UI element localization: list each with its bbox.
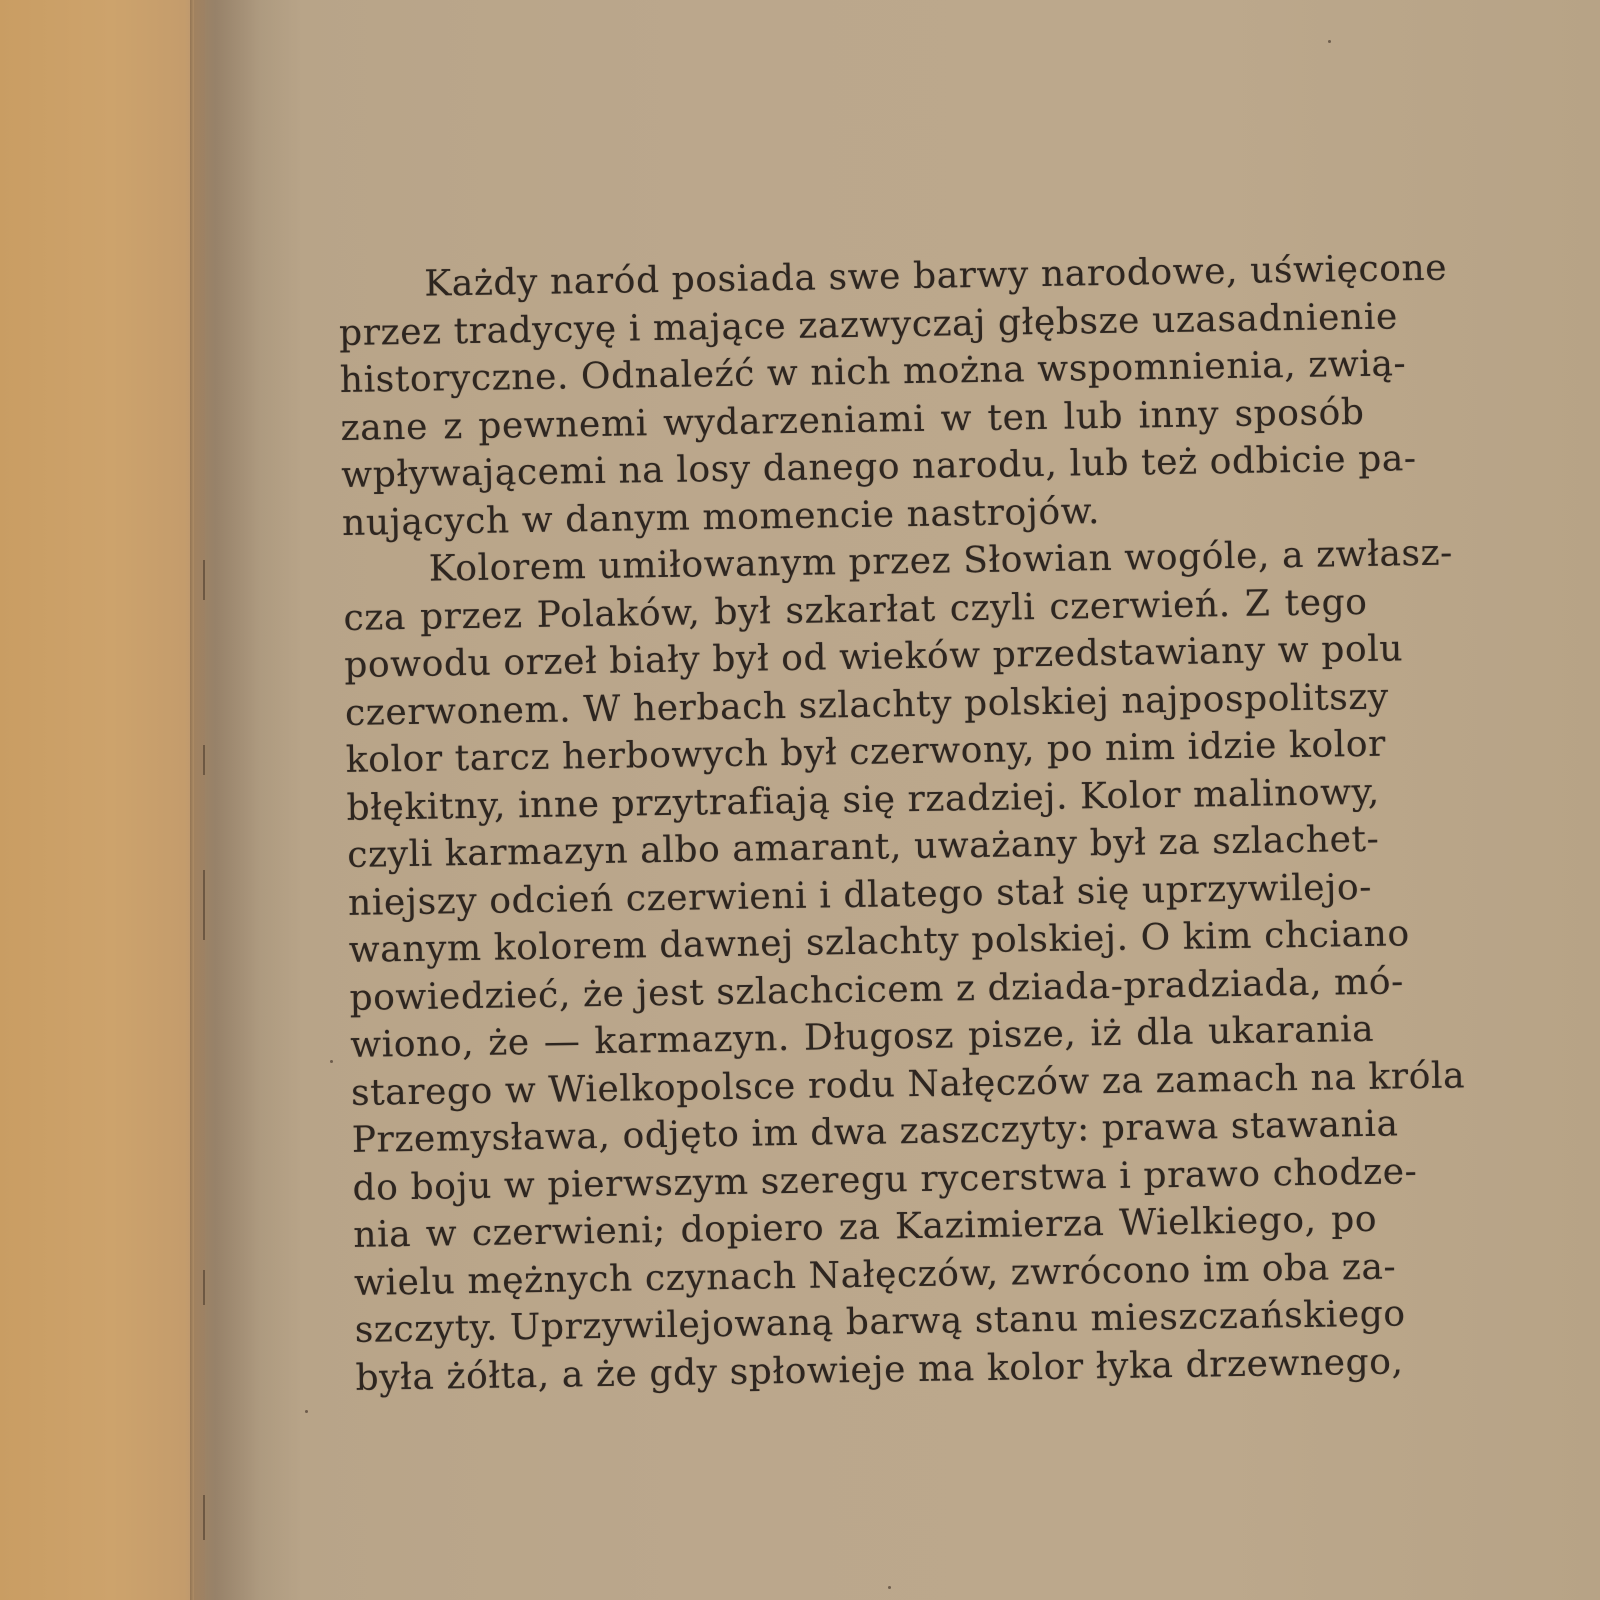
text-line: niejszy odcień czerwieni i dlatego stał się uprzywilejo- — [347, 866, 1373, 924]
margin-mark — [203, 1270, 205, 1305]
text-line: Kolorem umiłowanym przez Słowian wogóle, a zwłasz- — [428, 532, 1454, 590]
paper-speck — [305, 1410, 308, 1413]
body-text — [338, 246, 1466, 1402]
text-line: błękitny, inne przytrafiają się rzadziej. Kolor malinowy, — [346, 771, 1381, 829]
text-line: przez tradycyę i mające zazwyczaj głębsze uzasadnienie — [338, 295, 1399, 354]
text-line: kolor tarcz herbowych był czerwony, po nim idzie kolor — [345, 723, 1387, 781]
text-line: starego w Wielkopolsce rodu Nałęczów za zamach na króla — [350, 1054, 1466, 1114]
margin-mark — [203, 560, 205, 600]
text-line: czyli karmazyn albo amarant, uważany był za szlachet- — [347, 818, 1380, 876]
text-line: czerwonem. W herbach szlachty polskiej najpospolitszy — [344, 676, 1390, 734]
paper-speck — [888, 1586, 891, 1589]
margin-mark — [203, 745, 205, 775]
text-line: wanym kolorem dawnej szlachty polskiej. O kim chciano — [348, 913, 1410, 971]
margin-mark — [203, 870, 205, 940]
margin-mark — [203, 1495, 205, 1540]
paper-speck — [1328, 40, 1331, 43]
paper-speck — [330, 1060, 333, 1063]
text-line: historyczne. Odnaleźć w nich można wspomnienia, zwią- — [339, 343, 1407, 401]
left-page-edge — [0, 0, 205, 1600]
gutter-shadow — [194, 0, 304, 1600]
text-line: nia w czerwieni; dopiero za Kazimierza Wielkiego, po — [352, 1198, 1378, 1256]
text-line: powodu orzeł biały był od wieków przedstawiany w polu — [344, 628, 1404, 686]
text-line: powiedzieć, że jest szlachcicem z dziada-pradziada, mó- — [349, 960, 1405, 1019]
text-line: wiono, że — karmazyn. Długosz pisze, iż dla ukarania — [349, 1008, 1375, 1066]
text-line: wpływającemi na losy danego narodu, lub też odbicie pa- — [341, 438, 1417, 496]
text-line: nujących w danym momencie nastrojów. — [341, 490, 1101, 544]
text-line: do boju w pierwszym szeregu rycerstwa i prawo chodze- — [352, 1150, 1418, 1209]
text-line: szczyty. Uprzywilejowaną barwą stanu mieszczańskiego — [354, 1293, 1406, 1351]
text-line: Każdy naród posiada swe barwy narodowe, uświęcone — [424, 247, 1448, 305]
text-line: cza przez Polaków, był szkarłat czyli czerwień. Z tego — [343, 581, 1368, 639]
text-line: zane z pewnemi wydarzeniami w ten lub inny sposób — [340, 391, 1365, 449]
text-line: była żółta, a że gdy spłowieje ma kolor łyka drzewnego, — [355, 1340, 1404, 1399]
text-line: wielu mężnych czynach Nałęczów, zwrócono im oba za- — [353, 1246, 1397, 1304]
text-line: Przemysława, odjęto im dwa zaszczyty: prawa stawania — [351, 1103, 1399, 1161]
